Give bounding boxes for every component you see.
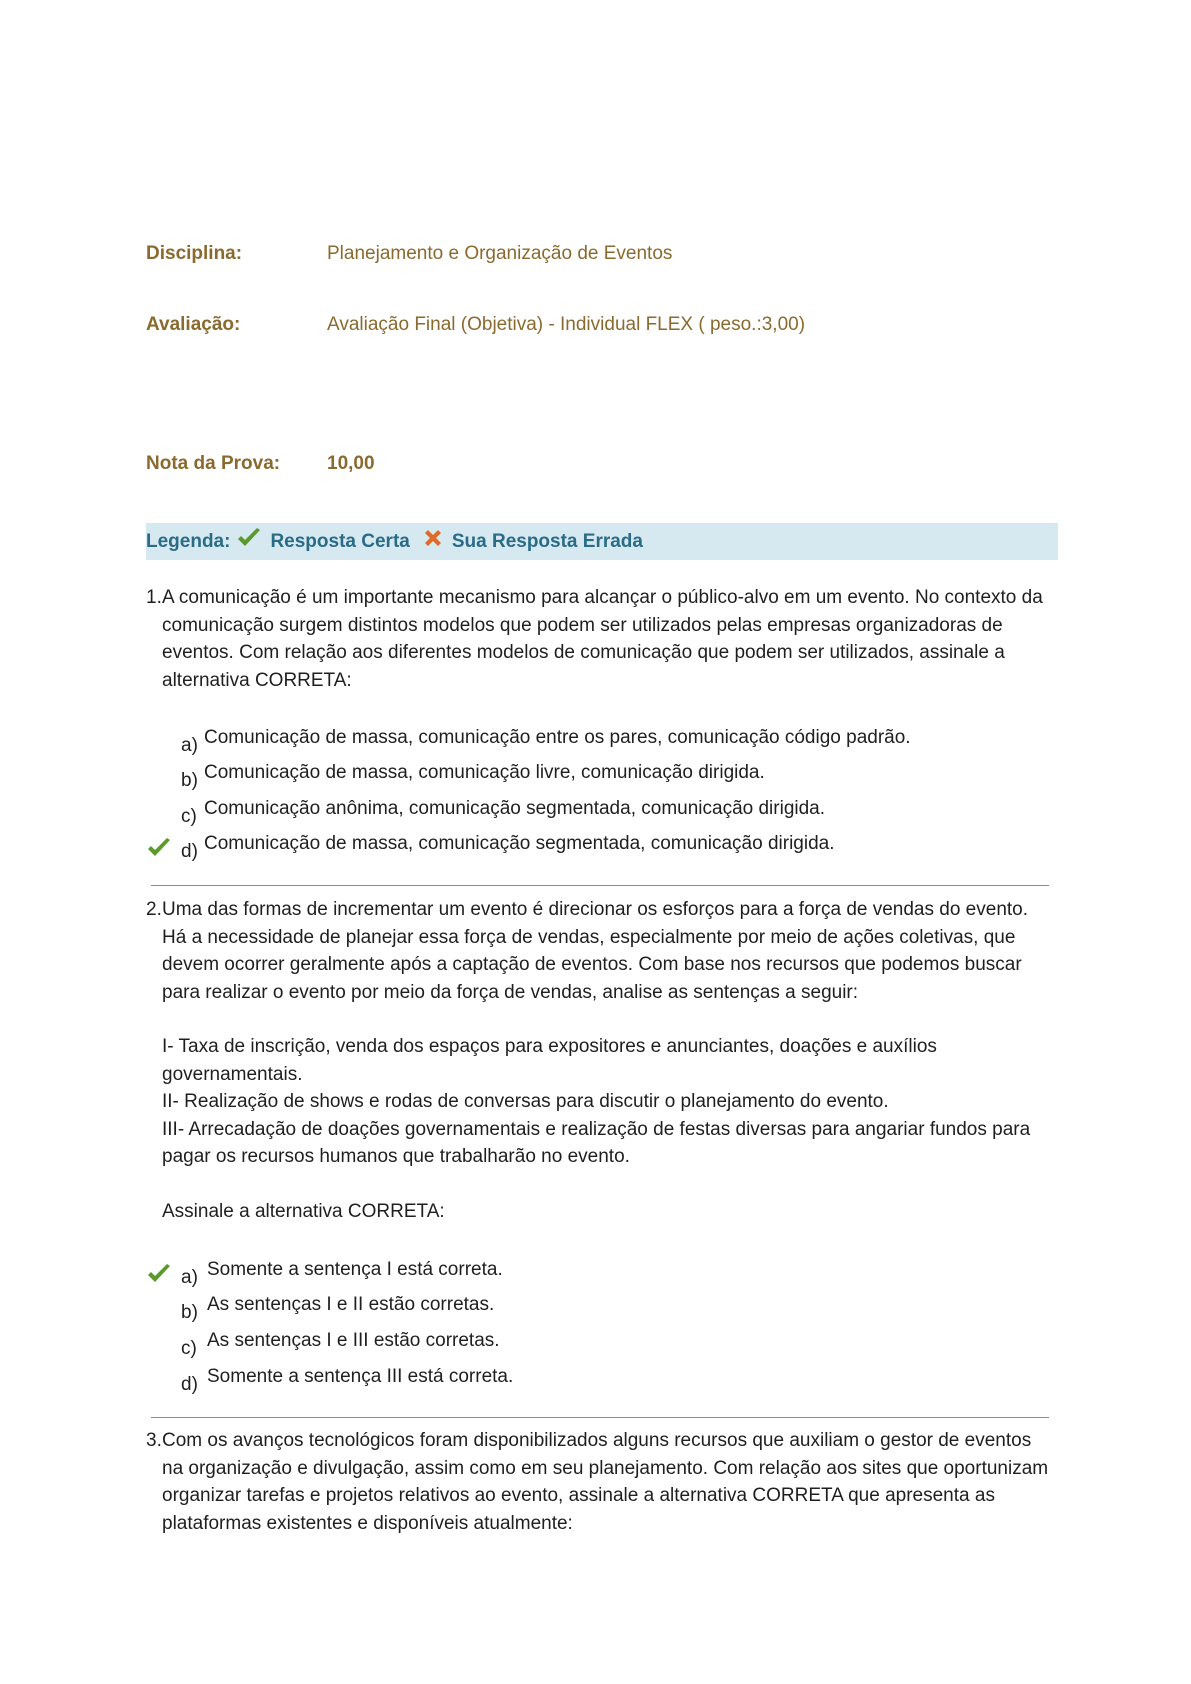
question-statement: Uma das formas de incrementar um evento é direcionar os esforços para a força de vendas do evento. Há a necessidade de planejar essa força de vendas, especialmente por meio de ações coletivas, que devem ocorrer geralmente após a captação de eventos. Com base nos recursos que podemos buscar para realizar o evento por meio da força de vendas, analise as sentenças a seguir: [162,899,1029,1003]
sentence-3: III- Arrecadação de doações governamentais e realização de festas diversas para angariar fundos para pagar os recursos humanos que trabalharão no evento. [162,1118,1031,1167]
option-text: Comunicação de massa, comunicação segmentada, comunicação dirigida. [204,833,835,854]
discipline-label: Disciplina: [146,243,243,264]
option-letter: c) [181,1338,197,1359]
grade-value: 10,00 [327,453,375,474]
question-3 [146,1427,1056,1537]
question-1 [146,584,1056,694]
check-icon [236,527,262,549]
legend-label: Legenda: [146,530,231,552]
option-text: Somente a sentença I está correta. [207,1259,503,1280]
check-icon [146,1263,172,1291]
legend-correct-label: Resposta Certa [270,530,410,552]
question-divider [151,1417,1049,1418]
question-number: 1. [146,587,162,608]
option-letter: c) [181,806,197,827]
option-text: Comunicação anônima, comunicação segmentada, comunicação dirigida. [204,798,826,819]
check-icon [146,837,172,865]
grade-label: Nota da Prova: [146,453,281,474]
legend-wrong-label: Sua Resposta Errada [451,530,643,552]
option-letter: a) [181,735,198,756]
question-text [162,896,1056,1225]
question-number: 3. [146,1430,162,1451]
question-statement: Com os avanços tecnológicos foram disponibilizados alguns recursos que auxiliam o gestor de eventos na organização e divulgação, assim como em seu planejamento. Com relação aos sites que oportunizam organizar tarefas e projetos relativos ao evento, assinale a alternativa CORRETA que apresenta as plataformas existentes e disponíveis atualmente: [162,1430,1049,1534]
question-statement: A comunicação é um importante mecanismo para alcançar o público-alvo em um evento. No contexto da comunicação surgem distintos modelos que podem ser utilizados pelas empresas organizadoras de eventos. Com relação aos diferentes modelos de comunicação que podem ser utilizados, assinale a alternativa CORRETA: [162,587,1043,691]
option-text: Comunicação de massa, comunicação entre os pares, comunicação código padrão. [204,727,911,748]
sentence-1: I- Taxa de inscrição, venda dos espaços para expositores e anunciantes, doações e auxílios governamentais. [162,1036,937,1085]
question-number: 2. [146,899,162,920]
option-text: Somente a sentença III está correta. [207,1366,514,1387]
option-letter: b) [181,770,198,791]
sentence-2: II- Realização de shows e rodas de conversas para discutir o planejamento do evento. [162,1091,889,1112]
option-text: As sentenças I e II estão corretas. [207,1294,495,1315]
discipline-value: Planejamento e Organização de Eventos [327,243,673,264]
evaluation-label: Avaliação: [146,314,241,335]
evaluation-value: Avaliação Final (Objetiva) - Individual FLEX ( peso.:3,00) [327,314,806,335]
option-letter: d) [181,841,198,862]
option-letter: d) [181,1374,198,1395]
question-text [162,1427,1056,1537]
option-letter: a) [181,1267,198,1288]
legend-bar [146,523,1058,560]
option-text: Comunicação de massa, comunicação livre, comunicação dirigida. [204,762,765,783]
x-icon [422,527,444,549]
question-instruction: Assinale a alternativa CORRETA: [162,1200,445,1222]
option-text: As sentenças I e III estão corretas. [207,1330,500,1351]
option-letter: b) [181,1302,198,1323]
question-divider [151,885,1049,886]
question-text [162,584,1056,694]
question-2 [146,896,1056,1225]
